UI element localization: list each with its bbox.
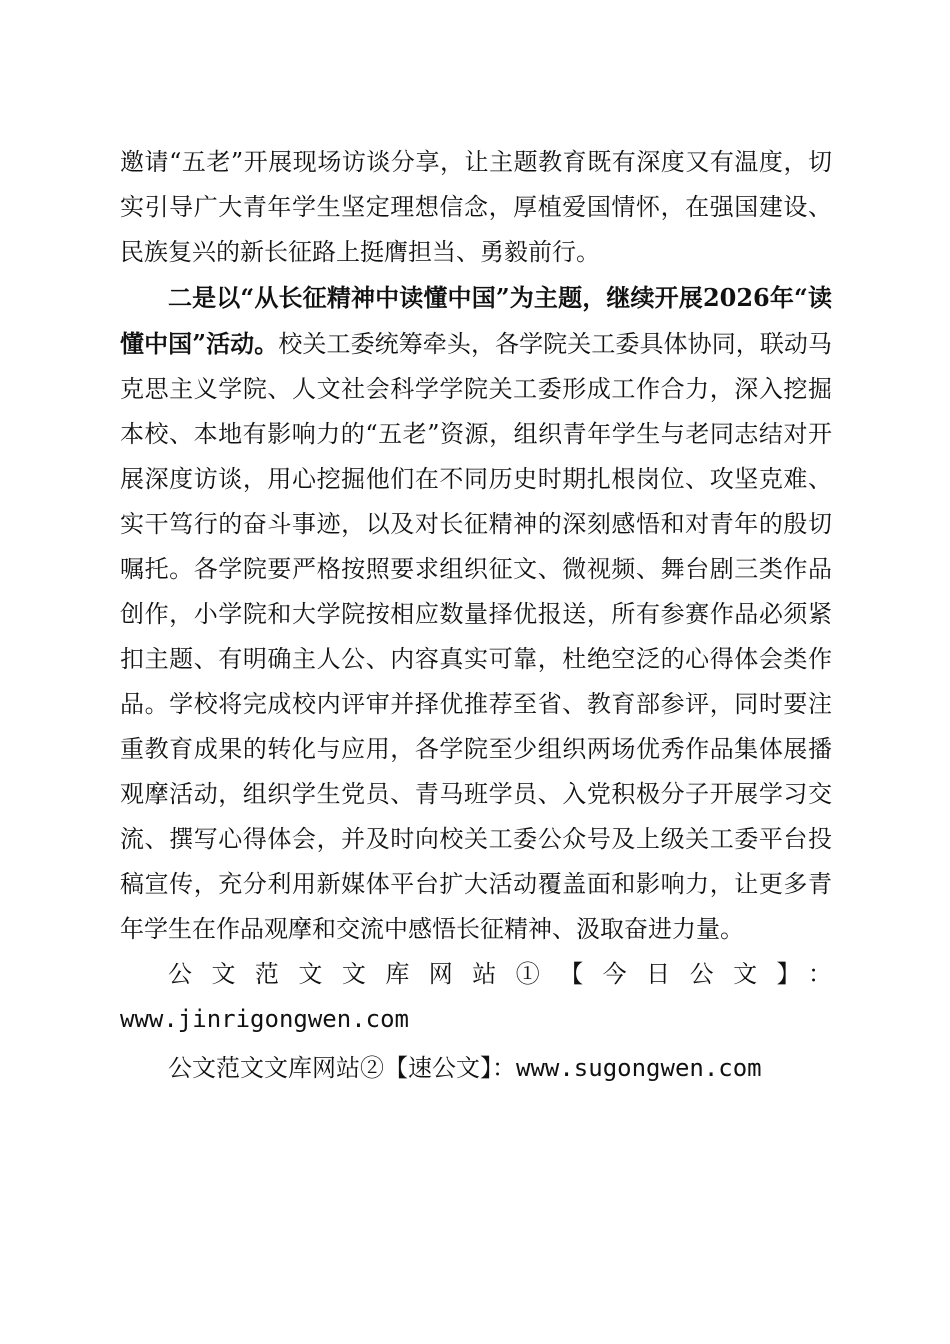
source-1-url[interactable]: www.jinrigongwen.com <box>120 1005 409 1033</box>
paragraph-2-body: 校关工委统筹牵头，各学院关工委具体协同，联动马克思主义学院、人文社会科学学院关工委形成工作合力，深入挖掘本校、本地有影响力的“五老”资源，组织青年学生与老同志结对开展深度访谈，用心挖掘他们在不同历史时期扎根岗位、攻坚克难、实干笃行的奋斗事迹，以及对长征精神的深刻感悟和对青年的殷切嘱托。各学院要严格按照要求组织征文、微视频、舞台剧三类作品创作，小学院和大学院按相应数量择优报送，所有参赛作品必须紧扣主题、有明确主人公、内容真实可靠，杜绝空泛的心得体会类作品。学校将完成校内评审并择优推荐至省、教育部参评，同时要注重教育成果的转化与应用，各学院至少组织两场优秀作品集体展播观摩活动，组织学生党员、青马班学员、入党积极分子开展学习交流、撰写心得体会，并及时向校关工委公众号及上级关工委平台投稿宣传，充分利用新媒体平台扩大活动覆盖面和影响力，让更多青年学生在作品观摩和交流中感悟长征精神、汲取奋进力量。 <box>120 330 833 943</box>
paragraph-2-lead: 二是以“从长征精神中读懂中国”为主题，继续开展2026年“读懂中国”活动。 <box>120 283 832 358</box>
source-1-label: 公文范文文库网站①【今日公文】： <box>168 960 832 988</box>
paragraph-2 <box>120 275 832 952</box>
paragraph-1: 邀请“五老”开展现场访谈分享，让主题教育既有深度又有温度，切实引导广大青年学生坚定理想信念，厚植爱国情怀，在强国建设、民族复兴的新长征路上挺膺担当、勇毅前行。 <box>120 148 832 266</box>
document-page <box>120 140 832 1091</box>
source-2[interactable]: 公文范文文库网站②【速公文】：www.sugongwen.com <box>168 1054 762 1082</box>
